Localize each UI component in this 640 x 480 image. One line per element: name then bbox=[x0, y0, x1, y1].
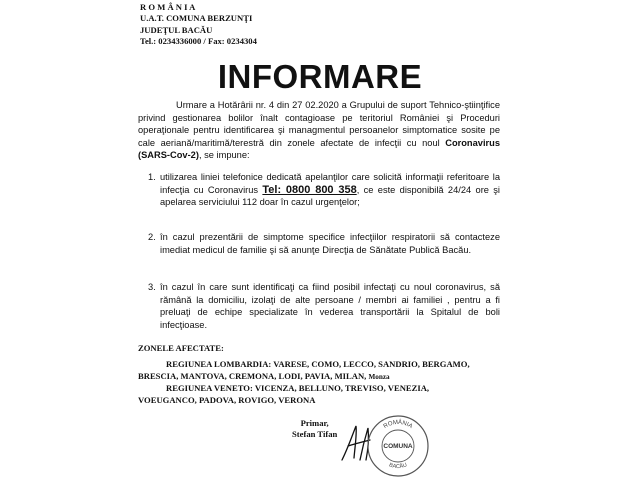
intro-virus-name: Coronavirus (SARS-Cov-2) bbox=[138, 137, 500, 161]
signatory-role: Primar, bbox=[300, 418, 329, 428]
list-item bbox=[148, 171, 500, 209]
letterhead-contact: Tel.: 0234336000 / Fax: 0234304 bbox=[140, 36, 257, 47]
stamp-bottom-text: BACĂU bbox=[388, 462, 408, 471]
hotline-phone: Tel: 0800 800 358 bbox=[262, 183, 357, 196]
stamp-center-text: COMUNA bbox=[383, 443, 413, 450]
letterhead-country: R O M Â N I A bbox=[140, 2, 196, 12]
zones-list bbox=[138, 359, 500, 406]
letterhead-uat: U.A.T. COMUNA BERZUNŢI bbox=[140, 13, 253, 24]
list-item-number: 2. bbox=[148, 232, 156, 242]
stamp-top-text: ROMÂNIA bbox=[382, 419, 414, 430]
list-item bbox=[148, 281, 500, 331]
letterhead bbox=[140, 2, 257, 48]
zones-veneto-line-1: REGIUNEA VENETO: VICENZA, BELLUNO, TREVISO, VENEZIA, bbox=[166, 383, 430, 394]
list-item bbox=[148, 231, 500, 256]
list-item-number: 1. bbox=[148, 172, 156, 182]
intro-tail: , se impune: bbox=[198, 150, 250, 161]
official-stamp bbox=[366, 414, 430, 478]
intro-text: Urmare a Hotărârii nr. 4 din 27 02.2020 a Grupului de suport Tehnico-ştiinţifice privind gestionarea bolilor înalt contagioase pe teritoriul României şi Proceduri operaţionale pentru identificarea şi managmentul persoanelor simptomatice sosite pe cale aeriană/maritimă/terestră din zonele afectate de infecţii cu noul bbox=[138, 100, 500, 148]
item-text-after: , ce este disponibilă 24/24 ore şi apelarea serviciului 112 doar în cazul urgenţelor; bbox=[160, 184, 501, 208]
item-text-before: utilizarea liniei telefonice dedicată apelanţilor care solicită informaţii referitoare la infecţia cu Coronavirus bbox=[160, 172, 500, 195]
letterhead-county: JUDEŢUL BACĂU bbox=[140, 24, 213, 35]
document-title: INFORMARE bbox=[217, 58, 423, 95]
zones-lombardia-line-2 bbox=[138, 371, 500, 384]
list-item-text: în cazul prezentării de simptome specifice infecţiilor respiratorii să contacteze imediat medicul de familie şi să anunţe Direcţia de Sănătate Publică Bacău. bbox=[160, 232, 500, 255]
zones-heading: ZONELE AFECTATE: bbox=[138, 343, 224, 353]
zones-veneto-line-2: VOEUGANCO, PADOVA, ROVIGO, VERONA bbox=[138, 394, 316, 405]
signature-block bbox=[292, 418, 337, 440]
intro-paragraph bbox=[138, 99, 500, 162]
signatory-name: Stefan Tifan bbox=[292, 429, 338, 439]
list-item-number: 3. bbox=[148, 282, 156, 292]
zones-lombardia-cities: BRESCIA, MANTOVA, CREMONA, LODI, PAVIA, MILAN, bbox=[138, 370, 369, 381]
list-item-text bbox=[160, 171, 500, 209]
zones-lombardia-line-1: REGIUNEA LOMBARDIA: VARESE, COMO, LECCO, SANDRIO, BERGAMO, bbox=[166, 359, 470, 369]
list-item-text: în cazul în care sunt identificaţi ca fiind posibil infectaţi cu noul coronavirus, să rămână la domiciliu, izolaţi de alte persoane / membri ai familiei , pentru a fi preluaţi de echipe specializate în vederea transportării la Spitalul de boli infecţioase. bbox=[160, 282, 500, 330]
zones-lombardia-monza: Monza bbox=[368, 372, 390, 381]
